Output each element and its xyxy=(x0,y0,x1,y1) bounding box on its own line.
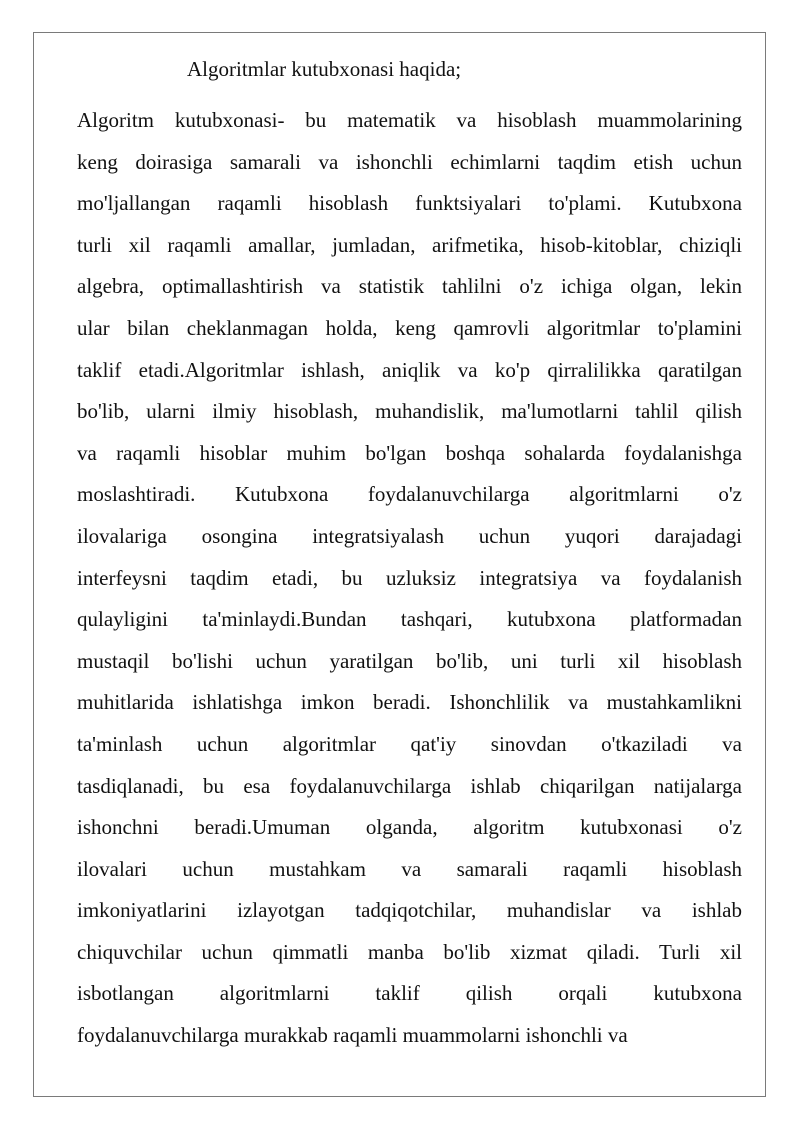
text-line: taklif etadi.Algoritmlar ishlash, aniqlik va ko'p qirralilikka qaratilgan xyxy=(77,357,742,382)
text-line: ular bilan cheklanmagan holda, keng qamrovli algoritmlar to'plamini xyxy=(77,315,742,340)
text-line: mustaqil bo'lishi uchun yaratilgan bo'lib, uni turli xil hisoblash xyxy=(77,648,742,673)
text-line: ilovalariga osongina integratsiyalash uchun yuqori darajadagi xyxy=(77,523,742,548)
text-line: qulayligini ta'minlaydi.Bundan tashqari, kutubxona platformadan xyxy=(77,607,742,632)
text-line: bo'lib, ularni ilmiy hisoblash, muhandislik, ma'lumotlarni tahlil qilish xyxy=(77,399,742,424)
text-line: moslashtiradi. Kutubxona foydalanuvchilarga algoritmlarni o'z xyxy=(77,482,742,507)
text-line: ta'minlash uchun algoritmlar qat'iy sinovdan o'tkaziladi va xyxy=(77,731,742,756)
text-line: ilovalari uchun mustahkam va samarali raqamli hisoblash xyxy=(77,856,742,881)
text-line: muhitlarida ishlatishga imkon beradi. Ishonchlilik va mustahkamlikni xyxy=(77,690,742,715)
text-line: interfeysni taqdim etadi, bu uzluksiz integratsiya va foydalanish xyxy=(77,565,742,590)
text-line: imkoniyatlarini izlayotgan tadqiqotchilar, muhandislar va ishlab xyxy=(77,898,742,923)
text-line: Algoritm kutubxonasi- bu matematik va hisoblash muammolarining xyxy=(77,108,742,132)
body-paragraph xyxy=(77,102,742,1059)
text-line: algebra, optimallashtirish va statistik tahlilni o'z ichiga olgan, lekin xyxy=(77,274,742,299)
text-line: turli xil raqamli amallar, jumladan, arifmetika, hisob-kitoblar, chiziqli xyxy=(77,232,742,257)
text-line: keng doirasiga samarali va ishonchli echimlarni taqdim etish uchun xyxy=(77,149,742,174)
text-line: isbotlangan algoritmlarni taklif qilish orqali kutubxona xyxy=(77,981,742,1006)
text-line: foydalanuvchilarga murakkab raqamli muammolarni ishonchli va xyxy=(77,1023,628,1048)
text-line: mo'ljallangan raqamli hisoblash funktsiyalari to'plami. Kutubxona xyxy=(77,191,742,216)
document-title: Algoritmlar kutubxonasi haqida; xyxy=(187,57,462,81)
text-line: tasdiqlanadi, bu esa foydalanuvchilarga ishlab chiqarilgan natijalarga xyxy=(77,773,742,798)
text-line: va raqamli hisoblar muhim bo'lgan boshqa sohalarda foydalanishga xyxy=(77,440,742,465)
text-line: ishonchni beradi.Umuman olganda, algoritm kutubxonasi o'z xyxy=(77,815,742,840)
text-line: chiquvchilar uchun qimmatli manba bo'lib xizmat qiladi. Turli xil xyxy=(77,939,742,964)
